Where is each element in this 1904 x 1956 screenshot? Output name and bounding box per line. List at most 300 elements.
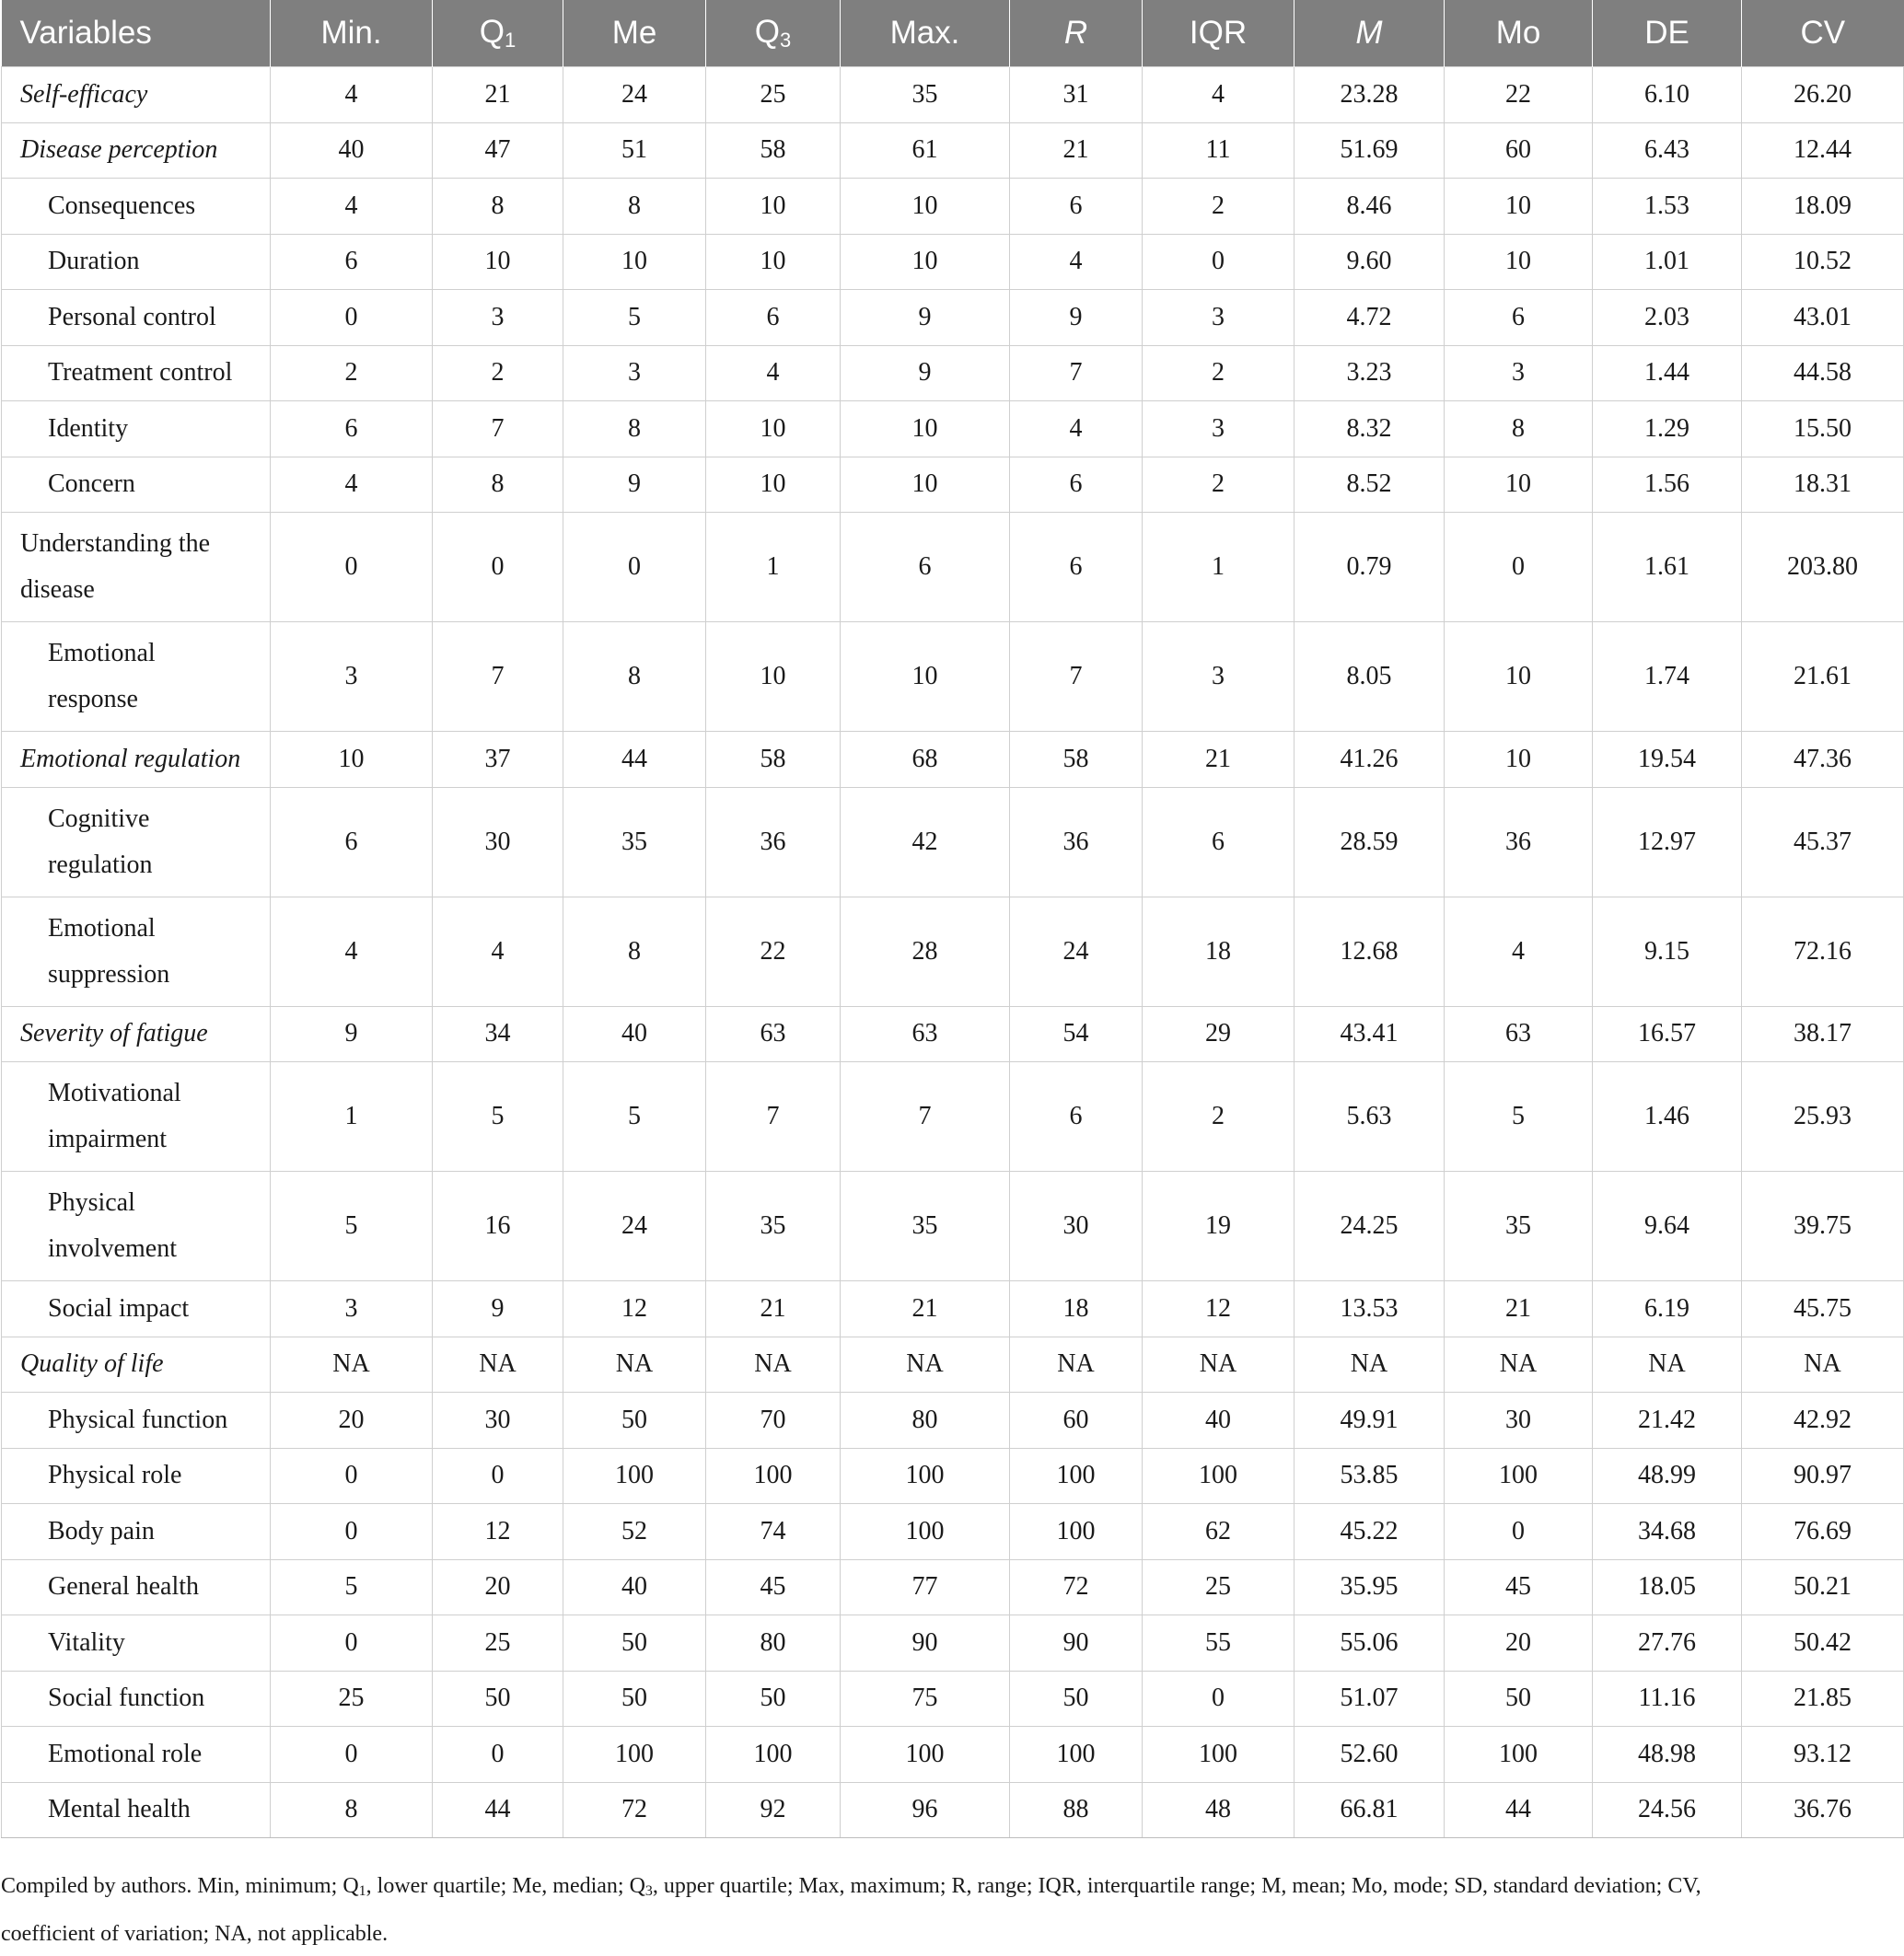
table-cell: 6 [1010,513,1143,622]
table-cell: 31 [1010,67,1143,123]
table-cell: 52.60 [1294,1727,1445,1783]
table-cell: 0 [1445,1504,1593,1560]
table-cell: 0 [271,513,433,622]
row-label: Emotional response [2,622,271,732]
table-cell: 43.41 [1294,1006,1445,1062]
table-cell: 66.81 [1294,1782,1445,1838]
table-cell: NA [563,1337,706,1393]
table-cell: NA [841,1337,1010,1393]
table-cell: 29 [1143,1006,1294,1062]
table-cell: 28.59 [1294,787,1445,897]
table-cell: 41.26 [1294,732,1445,788]
column-header [2,0,271,67]
table-cell: 45.22 [1294,1504,1445,1560]
table-cell: 28 [841,897,1010,1006]
column-header-subscript: 3 [779,29,792,52]
table-cell: 3 [563,345,706,401]
table-cell: 3 [1143,622,1294,732]
table-cell: 10 [706,234,841,290]
table-cell: 6 [706,290,841,346]
table-cell: 34.68 [1593,1504,1742,1560]
column-header-label: Me [611,15,657,51]
table-cell: 1 [271,1062,433,1172]
table-cell: 50 [563,1393,706,1449]
table-cell: 13.53 [1294,1281,1445,1337]
table-cell: 50 [706,1671,841,1727]
header-row [2,0,1904,67]
table-cell: 0 [433,1727,563,1783]
table-cell: 7 [1010,622,1143,732]
table-cell: 37 [433,732,563,788]
table-cell: 6 [1143,787,1294,897]
table-cell: 3 [433,290,563,346]
table-cell: 10 [433,234,563,290]
table-cell: 2 [271,345,433,401]
table-cell: 8.05 [1294,622,1445,732]
table-row [2,1393,1904,1449]
table-cell: 3 [1445,345,1593,401]
table-cell: 5 [271,1559,433,1615]
row-label: Motivational impairment [2,1062,271,1172]
table-cell: 21 [706,1281,841,1337]
table-cell: 9 [433,1281,563,1337]
table-cell: 6 [1010,1062,1143,1172]
table-cell: 45.75 [1742,1281,1904,1337]
table-cell: 10 [1445,234,1593,290]
table-cell: NA [433,1337,563,1393]
table-cell: 52 [563,1504,706,1560]
table-cell: 43.01 [1742,290,1904,346]
table-cell: 50.21 [1742,1559,1904,1615]
footnote-text: , upper quartile; Max, maximum; R, range; IQR, interquartile range; M, mean; Mo, mode; SD, standard deviation; CV, [652,1874,1701,1898]
table-row [2,787,1904,897]
table-cell: 50 [433,1671,563,1727]
table-cell: 6 [271,401,433,457]
table-cell: 11.16 [1593,1671,1742,1727]
row-label: Identity [2,401,271,457]
table-cell: 100 [1010,1448,1143,1504]
table-row [2,290,1904,346]
table-cell: 50 [1445,1671,1593,1727]
row-label: Quality of life [2,1337,271,1393]
table-cell: 12 [433,1504,563,1560]
table-cell: 25 [433,1615,563,1672]
table-row [2,1559,1904,1615]
table-row [2,1615,1904,1672]
table-cell: 6 [1010,457,1143,513]
table-cell: 21 [841,1281,1010,1337]
table-cell: 61 [841,122,1010,179]
table-cell: 11 [1143,122,1294,179]
column-header-label: Mo [1495,15,1541,51]
table-cell: 72.16 [1742,897,1904,1006]
table-cell: 2 [1143,1062,1294,1172]
table-row [2,1504,1904,1560]
table-cell: 55 [1143,1615,1294,1672]
table-cell: 76.69 [1742,1504,1904,1560]
table-cell: 4 [271,457,433,513]
table-cell: NA [1593,1337,1742,1393]
table-row [2,401,1904,457]
row-label: Treatment control [2,345,271,401]
table-row [2,1006,1904,1062]
table-cell: 40 [271,122,433,179]
table-cell: NA [1143,1337,1294,1393]
table-cell: 100 [1010,1504,1143,1560]
table-cell: 10 [271,732,433,788]
row-label: Personal control [2,290,271,346]
table-cell: 9 [841,345,1010,401]
table-cell: 80 [841,1393,1010,1449]
table-cell: 51.07 [1294,1671,1445,1727]
table-cell: 9 [271,1006,433,1062]
table-cell: 9 [841,290,1010,346]
table-cell: 6 [1445,290,1593,346]
table-cell: 0 [433,1448,563,1504]
descriptive-statistics-table [1,0,1904,1838]
column-header [1593,0,1742,67]
table-cell: 50 [563,1615,706,1672]
table-cell: 0 [271,1615,433,1672]
footnote-text: Compiled by authors. Min, minimum; Q [1,1874,359,1898]
row-label: Severity of fatigue [2,1006,271,1062]
table-cell: 4 [1445,897,1593,1006]
table-cell: 21.61 [1742,622,1904,732]
table-cell: 70 [706,1393,841,1449]
row-label: Cognitive regulation [2,787,271,897]
table-cell: 12 [1143,1281,1294,1337]
table-cell: 40 [1143,1393,1294,1449]
table-cell: NA [1742,1337,1904,1393]
table-cell: 7 [706,1062,841,1172]
column-header [433,0,563,67]
table-cell: 35 [706,1172,841,1281]
table-cell: 0 [1143,1671,1294,1727]
column-header [706,0,841,67]
table-cell: 3.23 [1294,345,1445,401]
table-cell: 100 [706,1727,841,1783]
table-row [2,622,1904,732]
table-cell: 90 [841,1615,1010,1672]
row-label: Emotional role [2,1727,271,1783]
table-cell: 42.92 [1742,1393,1904,1449]
table-cell: 18.09 [1742,179,1904,235]
table-cell: 42 [841,787,1010,897]
table-cell: 1.44 [1593,345,1742,401]
table-cell: 1 [706,513,841,622]
table-cell: 54 [1010,1006,1143,1062]
table-footnote [1,1865,1898,1956]
column-header [1010,0,1143,67]
table-cell: 8.32 [1294,401,1445,457]
table-cell: 7 [841,1062,1010,1172]
table-cell: 62 [1143,1504,1294,1560]
table-cell: 20 [1445,1615,1593,1672]
table-cell: NA [1294,1337,1445,1393]
table-cell: 4 [433,897,563,1006]
table-cell: 35 [841,67,1010,123]
table-cell: 4 [271,897,433,1006]
row-label: Physical involvement [2,1172,271,1281]
table-cell: 203.80 [1742,513,1904,622]
column-header-label: Variables [19,15,152,51]
table-cell: 2 [1143,457,1294,513]
table-cell: 18.31 [1742,457,1904,513]
table-cell: 5 [1445,1062,1593,1172]
table-cell: 72 [563,1782,706,1838]
table-cell: 8 [563,401,706,457]
table-cell: 5 [563,290,706,346]
table-header [2,0,1904,67]
table-cell: 38.17 [1742,1006,1904,1062]
table-cell: 12.68 [1294,897,1445,1006]
table-cell: NA [1010,1337,1143,1393]
table-cell: 47 [433,122,563,179]
row-label: Body pain [2,1504,271,1560]
table-cell: 7 [433,622,563,732]
table-cell: 24.25 [1294,1172,1445,1281]
table-cell: 5 [271,1172,433,1281]
table-cell: 4 [1010,234,1143,290]
table-cell: NA [706,1337,841,1393]
footnote-line-1 [1,1865,1898,1913]
table-cell: 25 [1143,1559,1294,1615]
table-cell: 51 [563,122,706,179]
table-cell: 0 [433,513,563,622]
table-cell: 10 [706,622,841,732]
table-cell: 35 [841,1172,1010,1281]
table-cell: 12.44 [1742,122,1904,179]
table-row [2,67,1904,123]
table-cell: 5.63 [1294,1062,1445,1172]
table-cell: 7 [433,401,563,457]
table-cell: 1.46 [1593,1062,1742,1172]
table-cell: 30 [433,787,563,897]
table-row [2,1281,1904,1337]
table-cell: 100 [1010,1727,1143,1783]
table-cell: 50 [1010,1671,1143,1727]
table-cell: 2 [433,345,563,401]
table-cell: 9.64 [1593,1172,1742,1281]
table-cell: 10 [563,234,706,290]
table-cell: 44 [563,732,706,788]
table-cell: 36.76 [1742,1782,1904,1838]
table-cell: 93.12 [1742,1727,1904,1783]
table-cell: 24 [563,67,706,123]
row-label: Consequences [2,179,271,235]
table-cell: NA [271,1337,433,1393]
column-header-label: M [1355,15,1383,51]
table-cell: 24 [563,1172,706,1281]
table-cell: 27.76 [1593,1615,1742,1672]
table-cell: 10.52 [1742,234,1904,290]
table-cell: 4 [706,345,841,401]
table-cell: 30 [1010,1172,1143,1281]
table-cell: 10 [841,179,1010,235]
row-label: Vitality [2,1615,271,1672]
table-cell: 0 [1143,234,1294,290]
row-label: Understanding the disease [2,513,271,622]
table-row [2,234,1904,290]
table-cell: 48.98 [1593,1727,1742,1783]
table-cell: 39.75 [1742,1172,1904,1281]
table-cell: 3 [271,622,433,732]
table-cell: 0 [1445,513,1593,622]
table-cell: 10 [706,457,841,513]
table-cell: 8 [1445,401,1593,457]
table-cell: 72 [1010,1559,1143,1615]
column-header-label: IQR [1189,15,1248,51]
table-cell: 58 [706,122,841,179]
table-row [2,345,1904,401]
table-cell: 0 [271,290,433,346]
row-label: Emotional regulation [2,732,271,788]
table-cell: 88 [1010,1782,1143,1838]
table-cell: 30 [1445,1393,1593,1449]
table-cell: 100 [1143,1727,1294,1783]
table-cell: 1.61 [1593,513,1742,622]
table-cell: 63 [1445,1006,1593,1062]
table-cell: 60 [1445,122,1593,179]
table-cell: 49.91 [1294,1393,1445,1449]
table-cell: 60 [1010,1393,1143,1449]
table-cell: 6 [271,234,433,290]
table-cell: 9 [563,457,706,513]
table-row [2,1062,1904,1172]
table-cell: 8 [271,1782,433,1838]
descriptive-statistics-table-container [1,0,1903,1838]
table-cell: 35 [563,787,706,897]
table-row [2,1727,1904,1783]
table-cell: 100 [841,1727,1010,1783]
column-header [1742,0,1904,67]
table-cell: 8 [563,179,706,235]
table-cell: 45.37 [1742,787,1904,897]
column-header [1445,0,1593,67]
table-cell: 21 [1010,122,1143,179]
table-cell: 10 [841,622,1010,732]
table-cell: 10 [1445,179,1593,235]
row-label: Mental health [2,1782,271,1838]
row-label: Concern [2,457,271,513]
table-cell: 16 [433,1172,563,1281]
table-cell: 51.69 [1294,122,1445,179]
table-row [2,732,1904,788]
table-cell: 6.19 [1593,1281,1742,1337]
table-cell: 36 [1445,787,1593,897]
table-cell: 63 [706,1006,841,1062]
table-cell: 50.42 [1742,1615,1904,1672]
table-cell: 68 [841,732,1010,788]
column-header [271,0,433,67]
table-cell: 22 [1445,67,1593,123]
table-row [2,1782,1904,1838]
footnote-line-2: coefficient of variation; NA, not applicable. [1,1922,389,1946]
table-cell: 26.20 [1742,67,1904,123]
table-cell: 4 [1010,401,1143,457]
table-cell: 0 [271,1448,433,1504]
table-cell: 92 [706,1782,841,1838]
table-cell: 18.05 [1593,1559,1742,1615]
column-header [1143,0,1294,67]
table-row [2,1671,1904,1727]
footnote-text: , lower quartile; Me, median; Q [366,1874,645,1898]
row-label: Disease perception [2,122,271,179]
table-row [2,122,1904,179]
table-cell: 100 [1143,1448,1294,1504]
table-cell: 25.93 [1742,1062,1904,1172]
table-cell: 21 [433,67,563,123]
table-cell: 45 [1445,1559,1593,1615]
table-cell: 21.42 [1593,1393,1742,1449]
table-cell: 7 [1010,345,1143,401]
row-label: Duration [2,234,271,290]
table-cell: 8.52 [1294,457,1445,513]
table-cell: 1.53 [1593,179,1742,235]
table-cell: 100 [563,1727,706,1783]
table-cell: 24.56 [1593,1782,1742,1838]
table-cell: 44.58 [1742,345,1904,401]
table-cell: 3 [1143,290,1294,346]
table-cell: 2 [1143,179,1294,235]
table-cell: 21 [1445,1281,1593,1337]
table-cell: 34 [433,1006,563,1062]
table-cell: 10 [841,401,1010,457]
table-cell: 9.15 [1593,897,1742,1006]
table-cell: 25 [706,67,841,123]
column-header [841,0,1010,67]
table-cell: 1.74 [1593,622,1742,732]
table-cell: 9 [1010,290,1143,346]
table-cell: 20 [433,1559,563,1615]
column-header-subscript: 1 [504,29,517,52]
table-cell: 0.79 [1294,513,1445,622]
row-label: Social impact [2,1281,271,1337]
table-cell: 5 [563,1062,706,1172]
table-cell: 44 [1445,1782,1593,1838]
table-cell: 22 [706,897,841,1006]
table-cell: 10 [1445,457,1593,513]
column-header-label: Q [754,14,780,50]
table-cell: 3 [271,1281,433,1337]
table-cell: 10 [706,401,841,457]
table-cell: 58 [1010,732,1143,788]
column-header-label: Max. [889,15,960,51]
table-cell: 2.03 [1593,290,1742,346]
table-cell: 18 [1010,1281,1143,1337]
table-cell: 12.97 [1593,787,1742,897]
table-cell: 21.85 [1742,1671,1904,1727]
table-cell: 10 [841,457,1010,513]
row-label: Emotional suppression [2,897,271,1006]
column-header-label: Min. [320,15,382,51]
table-cell: 6 [271,787,433,897]
table-cell: 9.60 [1294,234,1445,290]
table-cell: 8 [433,179,563,235]
table-cell: 10 [1445,732,1593,788]
table-cell: 44 [433,1782,563,1838]
table-cell: 8 [563,622,706,732]
table-cell: 100 [841,1448,1010,1504]
table-cell: 4 [1143,67,1294,123]
table-cell: 35.95 [1294,1559,1445,1615]
table-cell: 8 [563,897,706,1006]
table-row [2,1172,1904,1281]
table-cell: 2 [1143,345,1294,401]
table-cell: 6 [1010,179,1143,235]
table-cell: 25 [271,1671,433,1727]
table-row [2,513,1904,622]
